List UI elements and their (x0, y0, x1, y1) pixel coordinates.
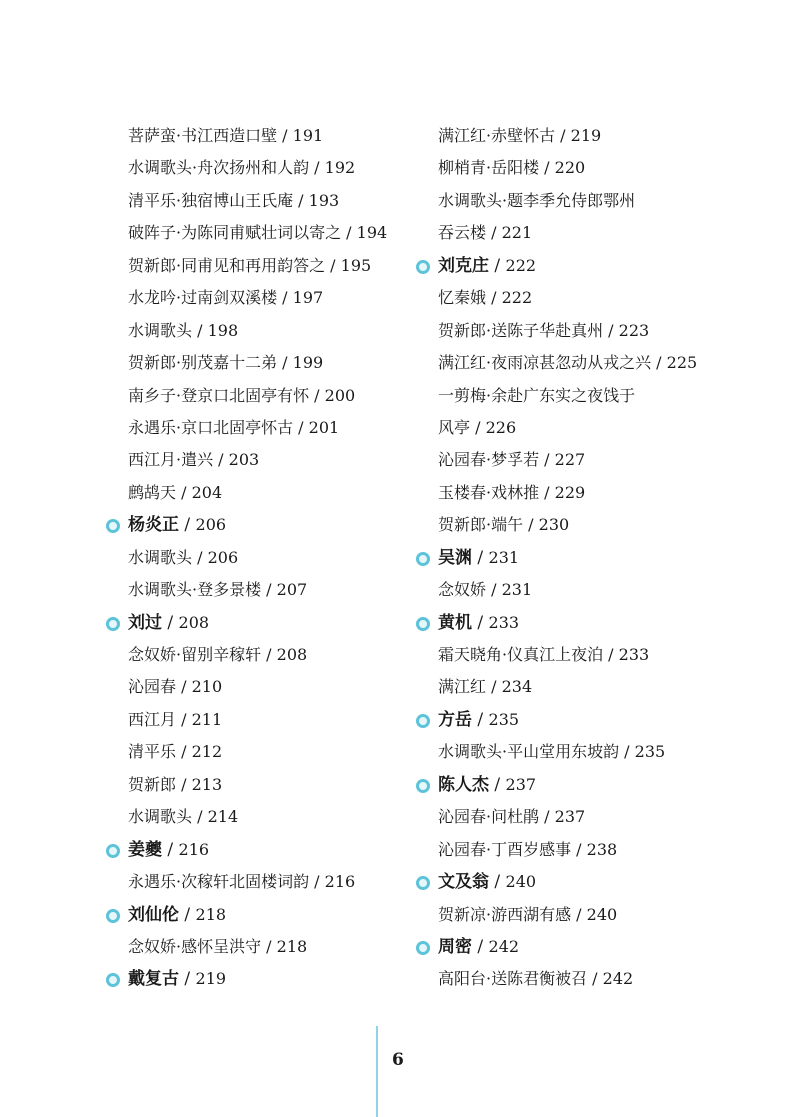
toc-entry[interactable] (104, 380, 387, 412)
page-separator: / (277, 288, 293, 308)
toc-entry-page: 197 (292, 288, 324, 308)
toc-entry-page: 231 (501, 580, 533, 600)
toc-entry-title: 满江红·赤壁怀古 (438, 126, 556, 145)
page-separator: / (309, 385, 325, 405)
page-separator: / (192, 807, 208, 827)
toc-entry-page: 218 (276, 936, 308, 956)
toc-entry[interactable] (104, 315, 387, 347)
page-separator: / (179, 904, 196, 925)
author-bullet-icon (416, 260, 430, 274)
toc-entry-page: 210 (191, 677, 223, 697)
toc-entry[interactable] (414, 412, 697, 444)
toc-right-column (414, 120, 697, 996)
page-separator: / (472, 936, 489, 957)
toc-entry-title: 方岳 (438, 709, 472, 730)
toc-entry-page: 238 (586, 839, 618, 859)
toc-entry[interactable] (414, 963, 697, 995)
toc-entry-title: 戴复古 (128, 969, 179, 990)
toc-entry[interactable] (414, 217, 697, 249)
toc-entry-page: 237 (554, 807, 586, 827)
toc-entry[interactable] (104, 282, 387, 314)
page-separator: / (470, 417, 486, 437)
toc-entry[interactable] (104, 120, 387, 152)
toc-entry[interactable] (414, 671, 697, 703)
toc-entry[interactable] (414, 185, 697, 217)
toc-entry-title: 水调歌头·平山堂用东坡韵 (438, 742, 620, 762)
page-separator: / (539, 450, 555, 470)
toc-entry-title: 水调歌头·登多景楼 (128, 580, 262, 600)
page-separator: / (489, 872, 506, 893)
toc-entry[interactable] (414, 380, 697, 412)
page-separator: / (261, 580, 277, 600)
page-separator: / (179, 515, 196, 536)
toc-author-heading[interactable] (104, 963, 387, 995)
toc-entry[interactable] (104, 736, 387, 768)
toc-entry-title: 沁园春·丁酉岁感事 (438, 839, 572, 859)
toc-entry[interactable] (104, 769, 387, 801)
toc-entry[interactable] (414, 315, 697, 347)
author-bullet-icon (106, 844, 120, 858)
author-bullet-icon (106, 973, 120, 987)
toc-entry-page: 193 (308, 190, 340, 210)
toc-entry-title: 贺新郎·同甫见和再用韵答之 (128, 255, 326, 275)
toc-entry-page: 221 (501, 223, 533, 243)
toc-entry-page: 235 (634, 742, 666, 762)
page-separator: / (192, 320, 208, 340)
toc-entry-page: 206 (195, 515, 227, 535)
toc-entry-page: 222 (501, 288, 533, 308)
page-separator: / (277, 126, 293, 145)
toc-entry-title: 沁园春·问杜鹃 (438, 807, 540, 827)
toc-entry[interactable] (104, 866, 387, 898)
toc-entry-page: 219 (570, 126, 602, 145)
page-separator: / (192, 547, 208, 567)
toc-entry-title: 霜天晓角·仪真江上夜泊 (438, 645, 604, 664)
page-separator: / (325, 255, 341, 275)
toc-entry-page: 231 (488, 547, 520, 567)
toc-entry[interactable] (414, 120, 697, 152)
page-separator: / (571, 904, 587, 924)
toc-entry-page: 208 (276, 645, 308, 664)
toc-entry-title: 念奴娇·感怀呈洪守 (128, 936, 262, 956)
toc-entry-title: 南乡子·登京口北固亭有怀 (128, 385, 310, 405)
toc-entry-page: 237 (505, 774, 537, 794)
toc-entry-title: 水调歌头·题李季允侍郎鄂州 (438, 190, 636, 210)
toc-entry-page: 194 (356, 223, 388, 243)
page-separator: / (162, 839, 179, 860)
toc-entry-page: 214 (207, 807, 239, 827)
author-bullet-icon (106, 519, 120, 533)
toc-entry[interactable] (104, 152, 387, 184)
toc-entry[interactable] (414, 477, 697, 509)
page-separator: / (486, 223, 502, 243)
page-separator: / (261, 936, 277, 956)
toc-author-heading[interactable] (104, 899, 387, 931)
toc-entry-title: 清平乐·独宿博山王氏庵 (128, 190, 294, 210)
toc-entry-title: 风亭 (438, 417, 471, 437)
toc-entry-title: 菩萨蛮·书江西造口壁 (128, 126, 278, 145)
toc-entry-page: 225 (666, 353, 698, 373)
toc-entry-page: 233 (618, 645, 650, 664)
page-separator: / (489, 255, 506, 276)
toc-entry[interactable] (414, 899, 697, 931)
toc-entry-title: 鹧鸪天 (128, 482, 177, 502)
page-separator: / (539, 807, 555, 827)
page-separator: / (619, 742, 635, 762)
page-separator: / (539, 158, 555, 178)
toc-entry-title: 沁园春 (128, 677, 177, 697)
toc-entry-page: 216 (324, 872, 356, 892)
toc-entry-title: 念奴娇·留别辛稼轩 (128, 645, 262, 664)
toc-entry-title: 周密 (438, 936, 472, 957)
toc-entry-title: 永遇乐·京口北固亭怀古 (128, 417, 294, 437)
toc-entry[interactable] (414, 736, 697, 768)
toc-entry[interactable] (104, 347, 387, 379)
page-separator: / (277, 353, 293, 373)
toc-entry-title: 水龙吟·过南剑双溪楼 (128, 288, 278, 308)
page-separator: / (486, 288, 502, 308)
toc-entry-title: 西江月 (128, 709, 177, 729)
toc-entry-page: 204 (191, 482, 223, 502)
page-separator: / (472, 547, 489, 568)
page-separator: / (176, 482, 192, 502)
toc-entry-title: 念奴娇 (438, 580, 487, 600)
toc-entry-page: 235 (488, 709, 520, 729)
toc-entry-page: 216 (178, 839, 210, 859)
toc-author-heading[interactable] (414, 866, 697, 898)
page-separator: / (486, 580, 502, 600)
page-separator: / (486, 677, 502, 697)
page-separator: / (587, 969, 603, 989)
toc-entry-title: 满江红 (438, 677, 487, 697)
page-separator: / (293, 417, 309, 437)
author-bullet-icon (416, 941, 430, 955)
toc-entry-page: 218 (195, 904, 227, 924)
footer-divider (376, 1026, 378, 1117)
toc-entry-title: 吴渊 (438, 547, 472, 568)
toc-entry-title: 忆秦娥 (438, 288, 487, 308)
toc-entry[interactable] (104, 931, 387, 963)
toc-entry-page: 242 (602, 969, 634, 989)
toc-entry-title: 贺新郎·端午 (438, 515, 524, 535)
page-separator: / (472, 709, 489, 730)
toc-entry-title: 陈人杰 (438, 774, 489, 795)
page-separator: / (603, 645, 619, 664)
toc-left-column (104, 120, 387, 996)
toc-entry-page: 223 (618, 320, 650, 340)
toc-author-heading[interactable] (104, 607, 387, 639)
toc-entry-title: 破阵子·为陈同甫赋壮词以寄之 (128, 223, 342, 243)
toc-entry[interactable] (104, 704, 387, 736)
toc-entry[interactable] (414, 282, 697, 314)
toc-entry[interactable] (414, 574, 697, 606)
toc-entry-title: 杨炎正 (128, 515, 179, 536)
toc-entry[interactable] (414, 152, 697, 184)
page-separator: / (341, 223, 357, 243)
toc-entry-title: 文及翁 (438, 872, 489, 893)
toc-entry-title: 沁园春·梦孚若 (438, 450, 540, 470)
toc-entry-page: 208 (178, 612, 210, 632)
page-separator: / (213, 450, 229, 470)
page-number: 6 (392, 1050, 404, 1070)
page-separator: / (309, 872, 325, 892)
page-separator: / (603, 320, 619, 340)
toc-entry-page: 206 (207, 547, 239, 567)
page-separator: / (539, 482, 555, 502)
toc-entry-title: 水调歌头 (128, 547, 193, 567)
toc-entry-title: 贺新郎·别茂嘉十二弟 (128, 353, 278, 373)
toc-entry[interactable] (104, 185, 387, 217)
toc-author-heading[interactable] (414, 607, 697, 639)
toc-author-heading[interactable] (104, 834, 387, 866)
toc-entry-title: 高阳台·送陈君衡被召 (438, 969, 588, 989)
page-separator: / (489, 774, 506, 795)
page-separator: / (571, 839, 587, 859)
toc-entry-title: 水调歌头 (128, 807, 193, 827)
author-bullet-icon (106, 909, 120, 923)
author-bullet-icon (416, 779, 430, 793)
toc-entry-page: 199 (292, 353, 324, 373)
toc-entry-page: 222 (505, 255, 537, 275)
toc-entry[interactable] (104, 477, 387, 509)
toc-entry[interactable] (104, 671, 387, 703)
toc-entry-page: 219 (195, 969, 227, 989)
toc-entry-page: 240 (505, 872, 537, 892)
toc-entry[interactable] (104, 250, 387, 282)
author-bullet-icon (416, 617, 430, 631)
page-separator: / (309, 158, 325, 178)
toc-entry-title: 水调歌头 (128, 320, 193, 340)
toc-entry-title: 柳梢青·岳阳楼 (438, 158, 540, 178)
toc-entry-title: 吞云楼 (438, 223, 487, 243)
toc-entry-page: 213 (191, 774, 223, 794)
author-bullet-icon (416, 714, 430, 728)
toc-entry-title: 西江月·遣兴 (128, 450, 214, 470)
page-separator: / (176, 709, 192, 729)
toc-entry-title: 刘仙伦 (128, 904, 179, 925)
toc-entry-page: 212 (191, 742, 223, 762)
toc-entry-page: 229 (554, 482, 586, 502)
page-separator: / (162, 612, 179, 633)
toc-entry-page: 220 (554, 158, 586, 178)
toc-entry[interactable] (104, 217, 387, 249)
toc-entry-page: 201 (308, 417, 340, 437)
toc-entry-page: 207 (276, 580, 308, 600)
toc-entry[interactable] (104, 444, 387, 476)
toc-entry-title: 刘克庄 (438, 255, 489, 276)
toc-entry[interactable] (104, 412, 387, 444)
toc-author-heading[interactable] (414, 931, 697, 963)
toc-entry[interactable] (414, 347, 697, 379)
toc-entry-title: 姜夔 (128, 839, 162, 860)
toc-entry-title: 永遇乐·次稼轩北固楼词韵 (128, 872, 310, 892)
toc-entry-title: 贺新凉·游西湖有感 (438, 904, 572, 924)
toc-entry-title: 贺新郎·送陈子华赴真州 (438, 320, 604, 340)
page-separator: / (472, 612, 489, 633)
toc-entry[interactable] (414, 639, 697, 671)
toc-entry[interactable] (414, 834, 697, 866)
toc-author-heading[interactable] (104, 509, 387, 541)
toc-entry-page: 200 (324, 385, 356, 405)
toc-entry-page: 226 (485, 417, 517, 437)
toc-entry-page: 234 (501, 677, 533, 697)
toc-entry[interactable] (414, 509, 697, 541)
toc-entry-title: 刘过 (128, 612, 162, 633)
toc-author-heading[interactable] (414, 704, 697, 736)
toc-entry-page: 191 (292, 126, 324, 145)
toc-entry-page: 230 (538, 515, 570, 535)
toc-entry-page: 195 (340, 255, 372, 275)
author-bullet-icon (416, 876, 430, 890)
toc-author-heading[interactable] (414, 542, 697, 574)
toc-entry-page: 240 (586, 904, 618, 924)
page-separator: / (176, 677, 192, 697)
toc-entry-page: 227 (554, 450, 586, 470)
toc-entry-page: 233 (488, 612, 520, 632)
toc-entry[interactable] (104, 639, 387, 671)
toc-entry-title: 一剪梅·余赴广东实之夜饯于 (438, 385, 636, 405)
toc-entry-page: 211 (191, 709, 223, 729)
toc-entry-title: 清平乐 (128, 742, 177, 762)
page-separator: / (523, 515, 539, 535)
page-separator: / (179, 969, 196, 990)
toc-entry[interactable] (104, 801, 387, 833)
toc-entry[interactable] (104, 574, 387, 606)
toc-entry-page: 192 (324, 158, 356, 178)
page-separator: / (555, 126, 571, 145)
toc-entry[interactable] (104, 542, 387, 574)
toc-entry-title: 满江红·夜雨凉甚忽动从戎之兴 (438, 353, 652, 373)
toc-entry[interactable] (414, 444, 697, 476)
toc-entry-page: 198 (207, 320, 239, 340)
page-separator: / (261, 645, 277, 664)
page-separator: / (176, 774, 192, 794)
toc-entry-page: 242 (488, 936, 520, 956)
page-separator: / (176, 742, 192, 762)
author-bullet-icon (416, 552, 430, 566)
toc-author-heading[interactable] (414, 769, 697, 801)
author-bullet-icon (106, 617, 120, 631)
toc-entry-title: 贺新郎 (128, 774, 177, 794)
toc-entry[interactable] (414, 801, 697, 833)
toc-entry-title: 玉楼春·戏林推 (438, 482, 540, 502)
page-separator: / (293, 190, 309, 210)
toc-entry-title: 黄机 (438, 612, 472, 633)
toc-author-heading[interactable] (414, 250, 697, 282)
toc-entry-title: 水调歌头·舟次扬州和人韵 (128, 158, 310, 178)
page-separator: / (651, 353, 667, 373)
toc-entry-page: 203 (228, 450, 260, 470)
